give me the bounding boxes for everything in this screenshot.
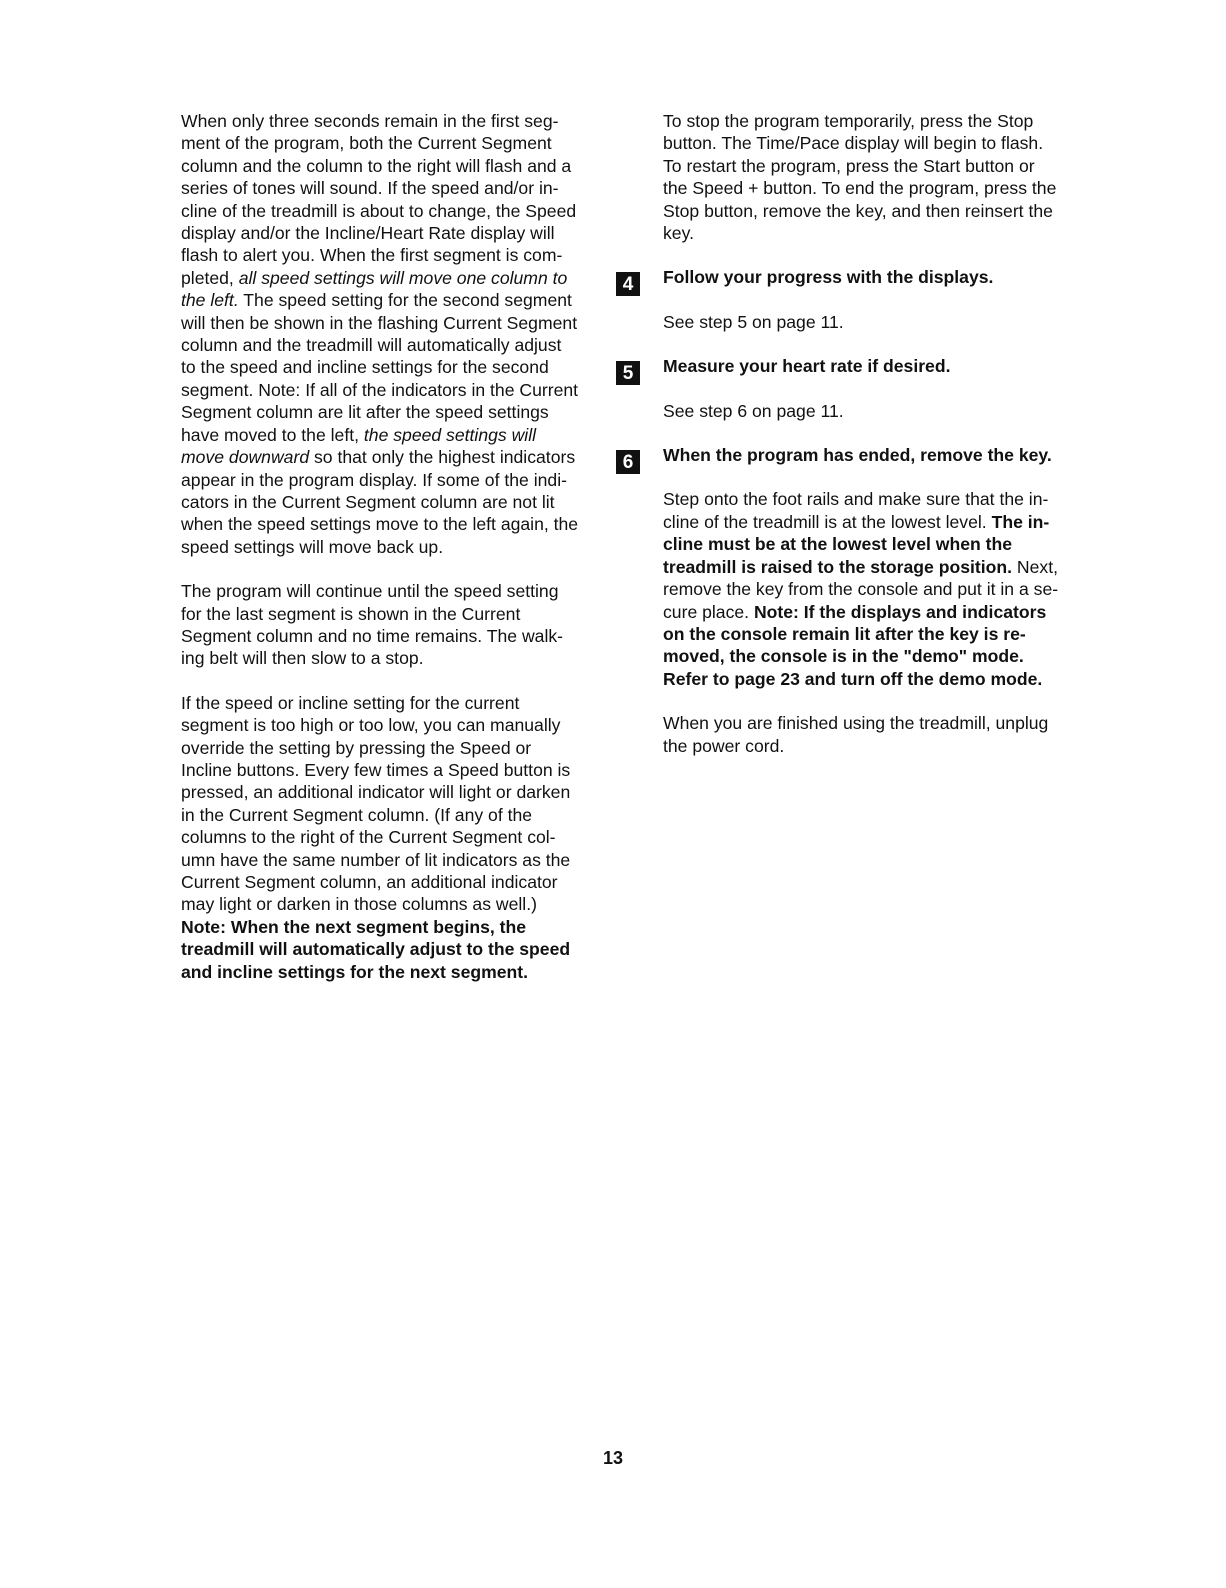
text-line	[663, 556, 1083, 578]
step-title: Measure your heart rate if desired.	[663, 356, 951, 377]
text-run: have moved to the left,	[181, 424, 364, 445]
text-run: key.	[663, 223, 694, 244]
text-line	[181, 424, 605, 446]
text-line	[663, 177, 1083, 199]
text-run: column and the treadmill will automatically adjust	[181, 335, 562, 356]
text-run: segment. Note: If all of the indicators in the Current	[181, 379, 579, 400]
step-body	[663, 311, 1083, 333]
text-run: will then be shown in the flashing Current Segment	[181, 312, 578, 333]
text-run: If the speed or incline setting for the current	[181, 692, 520, 713]
text-run: To restart the program, press the Start button or	[663, 155, 1035, 176]
text-line	[181, 244, 605, 266]
text-run: so that only the highest indicators	[309, 447, 576, 468]
step-6	[622, 444, 1083, 757]
italic-text: move downward	[181, 447, 310, 468]
step-number-badge: 5	[616, 361, 640, 385]
text-line	[663, 110, 1083, 132]
text-run: flash to alert you. When the first segment is com-	[181, 245, 563, 266]
bold-text: Refer to page 23 and turn off the demo mode.	[663, 668, 1043, 689]
step-number-badge: 6	[616, 450, 640, 474]
text-run: Current Segment column, an additional indicator	[181, 872, 558, 892]
text-line	[181, 513, 605, 535]
text-run: remove the key from the console and put it in a se-	[663, 579, 1059, 600]
bold-text: treadmill is raised to the storage position.	[663, 556, 1013, 577]
text-line	[181, 446, 605, 468]
bold-text: on the console remain lit after the key is re-	[663, 623, 1026, 644]
text-line	[663, 311, 1083, 333]
text-run: Incline buttons. Every few times a Speed button is	[181, 759, 571, 780]
text-run: the Speed + button. To end the program, press the	[663, 178, 1057, 199]
text-run: See step 5 on page 11.	[663, 311, 844, 332]
text-run: When you are finished using the treadmill, unplug	[663, 713, 1049, 734]
text-run: columns to the right of the Current Segment col-	[181, 827, 556, 848]
text-line	[181, 491, 605, 513]
text-line	[663, 511, 1083, 533]
text-line	[181, 625, 605, 647]
text-run: Segment column are lit after the speed settings	[181, 402, 549, 423]
bold-text: cline must be at the lowest level when the	[663, 534, 1013, 555]
text-line	[663, 601, 1083, 623]
text-line	[181, 916, 605, 938]
step-title: When the program has ended, remove the key.	[663, 445, 1052, 466]
text-line	[663, 712, 1083, 734]
italic-text: the speed settings will	[363, 424, 537, 445]
text-run: override the setting by pressing the Speed or	[181, 737, 532, 758]
step-4	[622, 266, 1083, 333]
text-run: for the last segment is shown in the Current	[181, 603, 521, 624]
text-run: cline of the treadmill is at the lowest level.	[663, 511, 992, 532]
text-run: pressed, an additional indicator will light or darken	[181, 782, 571, 803]
text-line	[181, 177, 605, 199]
text-run: cators in the Current Segment column are not lit	[181, 491, 555, 512]
text-line	[181, 804, 605, 826]
text-run: segment is too high or too low, you can manually	[181, 715, 561, 736]
text-line	[181, 826, 605, 848]
text-line	[663, 668, 1083, 690]
text-line	[181, 289, 605, 311]
text-line	[663, 155, 1083, 177]
text-line	[663, 222, 1083, 244]
text-line	[181, 267, 605, 289]
text-run: pleted,	[181, 267, 239, 288]
text-run: in the Current Segment column. (If any of the	[181, 804, 533, 825]
text-line	[181, 222, 605, 244]
text-line	[181, 871, 605, 893]
text-line	[181, 110, 605, 132]
step-body	[663, 488, 1083, 690]
text-line	[181, 401, 605, 423]
text-line	[181, 647, 605, 669]
text-run: cline of the treadmill is about to change, the Speed	[181, 200, 577, 221]
step-body	[663, 400, 1083, 422]
bold-text: and incline settings for the next segment.	[181, 961, 529, 982]
text-line	[181, 714, 605, 736]
text-run: when the speed settings move to the left again, the	[181, 514, 579, 535]
text-line	[663, 735, 1083, 757]
text-line	[181, 580, 605, 602]
text-line	[663, 132, 1083, 154]
text-run: The program will continue until the speed setting	[181, 581, 559, 602]
text-run: button. The Time/Pace display will begin to flash.	[663, 133, 1044, 154]
bold-text: treadmill will automatically adjust to the speed	[181, 939, 571, 960]
page-number: 13	[602, 1448, 624, 1468]
text-line	[181, 692, 605, 714]
text-run: See step 6 on page 11.	[663, 400, 844, 421]
text-run: ment of the program, both the Current Segment	[181, 133, 552, 154]
text-run: Segment column and no time remains. The walk-	[181, 625, 564, 646]
text-line	[663, 533, 1083, 555]
text-run: column and the column to the right will flash and a	[181, 155, 572, 176]
text-run: series of tones will sound. If the speed and/or in-	[181, 178, 559, 199]
text-line	[181, 200, 605, 222]
text-line	[663, 645, 1083, 667]
text-run: The speed setting for the second segment	[238, 290, 572, 311]
text-line	[181, 312, 605, 334]
paragraph-stop-program	[663, 110, 1083, 244]
text-line	[663, 623, 1083, 645]
text-line	[663, 578, 1083, 600]
text-run: to the speed and incline settings for the second	[181, 357, 549, 378]
text-line	[181, 938, 605, 960]
step-5	[622, 355, 1083, 422]
text-run: Next,	[1012, 556, 1058, 577]
paragraph-segment-transition	[181, 110, 605, 558]
text-run: umn have the same number of lit indicators as the	[181, 849, 571, 870]
paragraph-manual-override	[181, 692, 605, 983]
text-line	[663, 200, 1083, 222]
text-run: ing belt will then slow to a stop.	[181, 648, 424, 669]
text-run: To stop the program temporarily, press the Stop	[663, 111, 1034, 131]
text-run: may light or darken in those columns as well.)	[181, 894, 537, 915]
text-line	[181, 603, 605, 625]
text-run: speed settings will move back up.	[181, 536, 444, 557]
text-run: appear in the program display. If some of the indi-	[181, 469, 567, 490]
bold-text: Note: When the next segment begins, the	[181, 916, 527, 937]
text-line	[181, 849, 605, 871]
text-line	[181, 379, 605, 401]
text-run: cure place.	[663, 601, 754, 622]
right-column	[622, 110, 1083, 779]
bold-text: The in-	[991, 511, 1050, 532]
text-line	[181, 469, 605, 491]
step-title: Follow your progress with the displays.	[663, 267, 994, 288]
bold-text: moved, the console is in the "demo" mode.	[663, 646, 1024, 667]
italic-text: all speed settings will move one column to	[238, 267, 568, 288]
step-number-badge: 4	[616, 272, 640, 296]
text-run: When only three seconds remain in the first seg-	[181, 111, 559, 131]
paragraph-program-end	[181, 580, 605, 670]
text-line	[663, 488, 1083, 510]
text-run: display and/or the Incline/Heart Rate display will	[181, 223, 555, 244]
text-line	[181, 759, 605, 781]
text-line	[181, 536, 605, 558]
text-run: the power cord.	[663, 735, 785, 756]
text-line	[181, 155, 605, 177]
paragraph-unplug	[663, 712, 1083, 757]
text-line	[181, 737, 605, 759]
italic-text: the left.	[181, 290, 239, 311]
bold-text: Note: If the displays and indicators	[753, 601, 1047, 622]
text-line	[181, 334, 605, 356]
left-column	[181, 110, 605, 1005]
text-line	[181, 132, 605, 154]
text-line	[181, 356, 605, 378]
text-run: Stop button, remove the key, and then reinsert the	[663, 200, 1053, 221]
text-line	[181, 893, 605, 915]
text-line	[181, 781, 605, 803]
text-line	[663, 400, 1083, 422]
text-line	[181, 961, 605, 983]
text-run: Step onto the foot rails and make sure that the in-	[663, 489, 1049, 510]
